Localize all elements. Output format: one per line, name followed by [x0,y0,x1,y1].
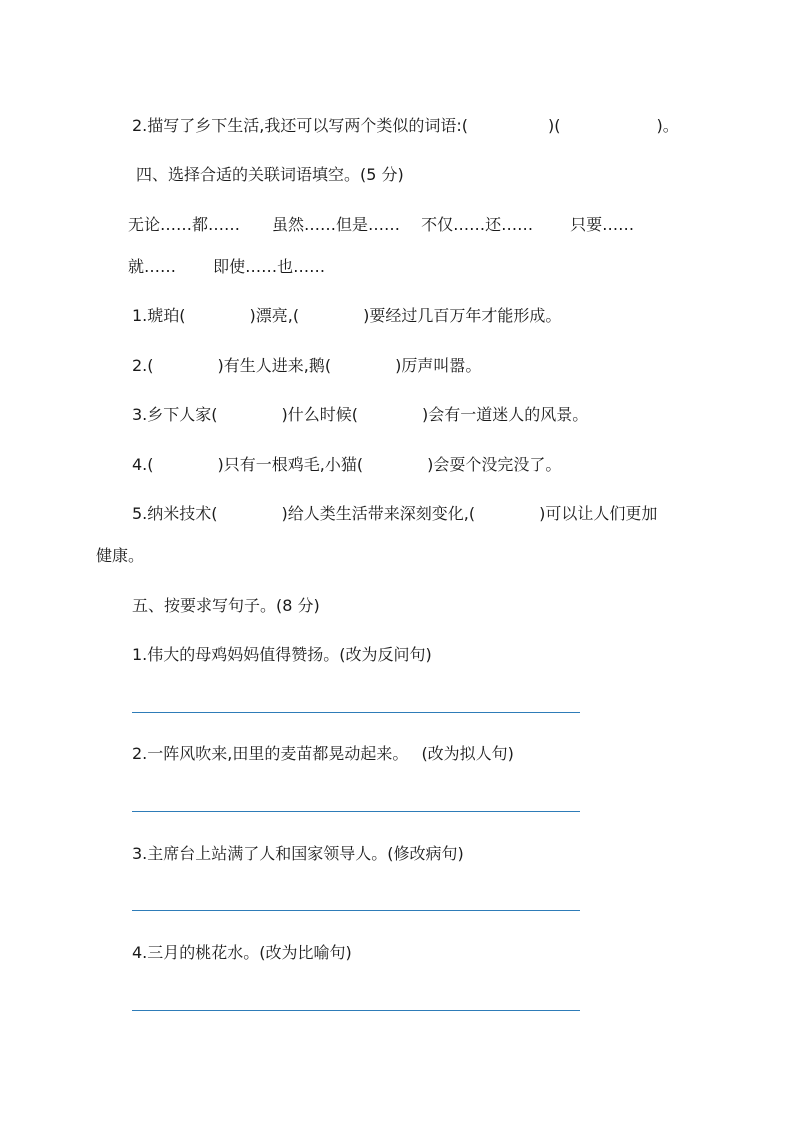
section5-question-2: 2.一阵风吹来,田里的麦苗都晃动起来。 (改为拟人句) [132,744,514,763]
section5-question-4: 4.三月的桃花水。(改为比喻句) [132,943,352,962]
section4-question-3: 3.乡下人家( )什么时候( )会有一道迷人的风景。 [132,405,589,424]
section4-question-4: 4.( )只有一根鸡毛,小猫( )会耍个没完没了。 [132,455,562,474]
answer-line-3[interactable] [132,910,580,911]
section4-options-row1: 无论……都…… 虽然……但是…… 不仅……还…… 只要…… [128,215,635,234]
answer-line-2[interactable] [132,811,580,812]
section4-options-row2: 就…… 即使……也…… [128,257,326,276]
answer-line-4[interactable] [132,1010,580,1011]
section3-question-2: 2.描写了乡下生活,我还可以写两个类似的词语:( )( )。 [132,116,679,135]
section5-question-3: 3.主席台上站满了人和国家领导人。(修改病句) [132,844,464,863]
section4-question-1: 1.琥珀( )漂亮,( )要经过几百万年才能形成。 [132,306,562,325]
section4-heading: 四、选择合适的关联词语填空。(5 分) [136,165,404,184]
section4-question-2: 2.( )有生人进来,鹅( )厉声叫嚣。 [132,356,482,375]
section5-heading: 五、按要求写句子。(8 分) [132,596,320,615]
section5-question-1: 1.伟大的母鸡妈妈值得赞扬。(改为反问句) [132,645,432,664]
section4-question-5-line1: 5.纳米技术( )给人类生活带来深刻变化,( )可以让人们更加 [132,504,658,523]
answer-line-1[interactable] [132,712,580,713]
section4-question-5-line2: 健康。 [96,546,145,565]
